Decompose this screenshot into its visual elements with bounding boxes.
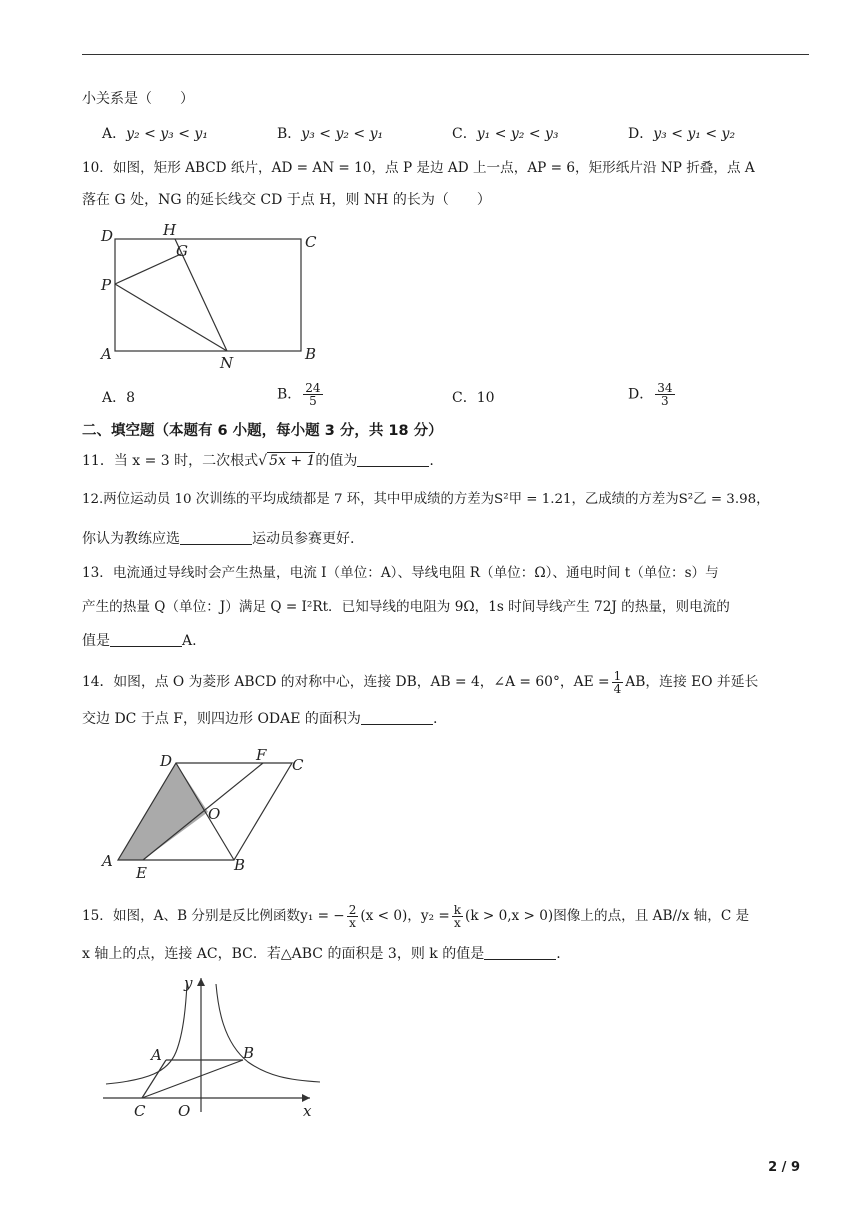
q15-figure [98, 972, 328, 1122]
label-a: A [151, 1046, 162, 1064]
q13-line2: 产生的热量 Q（单位：J）满足 Q = I²Rt．已知导线的电阻为 9Ω，1s 时间导线产生 72J 的热量，则电流的 [82, 599, 730, 615]
section-2-title: 二、填空题（本题有 6 小题，每小题 3 分，共 18 分） [82, 423, 443, 439]
q11: 11．当 x = 3 时，二次根式√ 5x + 1的值为 . [82, 453, 434, 469]
q10-line2: 落在 G 处，NG 的延长线交 CD 于点 H，则 NH 的长为（ ） [82, 192, 491, 208]
q13-line3: 值是 A. [82, 633, 197, 649]
header-rule [82, 54, 809, 55]
label-y: y [184, 974, 193, 992]
q11-answer-blank[interactable] [357, 452, 429, 467]
label-b: B [234, 856, 246, 874]
q9-option-b: B．y₃ < y₂ < y₁ [277, 126, 384, 142]
label-f: F [256, 748, 267, 764]
label-p: P [101, 276, 112, 294]
label-o: O [208, 805, 221, 823]
q10-option-d: D． $\frac{34}{3}$ [628, 381, 673, 408]
label-c: C [305, 233, 317, 251]
label-d: D [160, 752, 173, 770]
label-c: C [292, 756, 304, 774]
q10-option-b: B． $\frac{24}{5}$ [277, 381, 321, 408]
label-b: B [243, 1044, 255, 1062]
q13-answer-blank[interactable] [110, 632, 182, 647]
label-h: H [163, 222, 177, 239]
q12-answer-blank[interactable] [180, 530, 252, 545]
q9-tail: 小关系是（ ） [82, 91, 194, 107]
label-o: O [178, 1102, 191, 1120]
q15-line1: 15．如图，A、B 分别是反比例函数y₁ = − $\frac{2}{x}$ (x < 0)，y₂ = $\frac{k}{x}$ (k > 0,x > 0)图像上的点，且 AB//x 轴，C 是 [82, 903, 750, 930]
q14-figure [98, 748, 338, 883]
q9-option-d: D．y₃ < y₁ < y₂ [628, 126, 736, 142]
q9-option-c: C．y₁ < y₂ < y₃ [452, 126, 559, 142]
label-b: B [305, 345, 317, 363]
q14-line1: 14．如图，点 O 为菱形 ABCD 的对称中心，连接 DB，AB = 4，∠A = 60°，AE = $\frac{1}{4}$ AB，连接 EO 并延长 [82, 669, 759, 696]
q14-answer-blank[interactable] [361, 710, 433, 725]
label-a: A [101, 345, 112, 363]
q12-line2: 你认为教练应选 运动员参赛更好. [82, 531, 355, 547]
label-d: D [101, 227, 114, 245]
q10-line1: 10．如图，矩形 ABCD 纸片，AD = AN = 10，点 P 是边 AD 上一点，AP = 6，矩形纸片沿 NP 折叠，点 A [82, 160, 755, 176]
label-c: C [134, 1102, 146, 1120]
page-number: 2 / 9 [768, 1160, 800, 1175]
label-e: E [136, 864, 147, 882]
label-n: N [220, 354, 234, 372]
q13-line1: 13．电流通过导线时会产生热量，电流 I（单位：A）、导线电阻 R（单位：Ω）、通电时间 t（单位：s）与 [82, 565, 719, 581]
q10-figure [95, 222, 325, 372]
label-x: x [303, 1102, 312, 1120]
q12-line1: 12.两位运动员 10 次训练的平均成绩都是 7 环，其中甲成绩的方差为S²甲 = 1.21，乙成绩的方差为S²乙 = 3.98， [82, 492, 770, 507]
q15-answer-blank[interactable] [484, 945, 556, 960]
q9-option-a: A．y₂ < y₃ < y₁ [102, 126, 208, 142]
q10-option-a: A．8 [102, 390, 136, 406]
q10-option-c: C．10 [452, 390, 495, 406]
q14-line2: 交边 DC 于点 F，则四边形 ODAE 的面积为 . [82, 711, 438, 727]
label-g: G [176, 242, 188, 260]
q15-line2: x 轴上的点，连接 AC，BC．若△ABC 的面积是 3，则 k 的值是 . [82, 946, 561, 962]
label-a: A [102, 852, 113, 870]
